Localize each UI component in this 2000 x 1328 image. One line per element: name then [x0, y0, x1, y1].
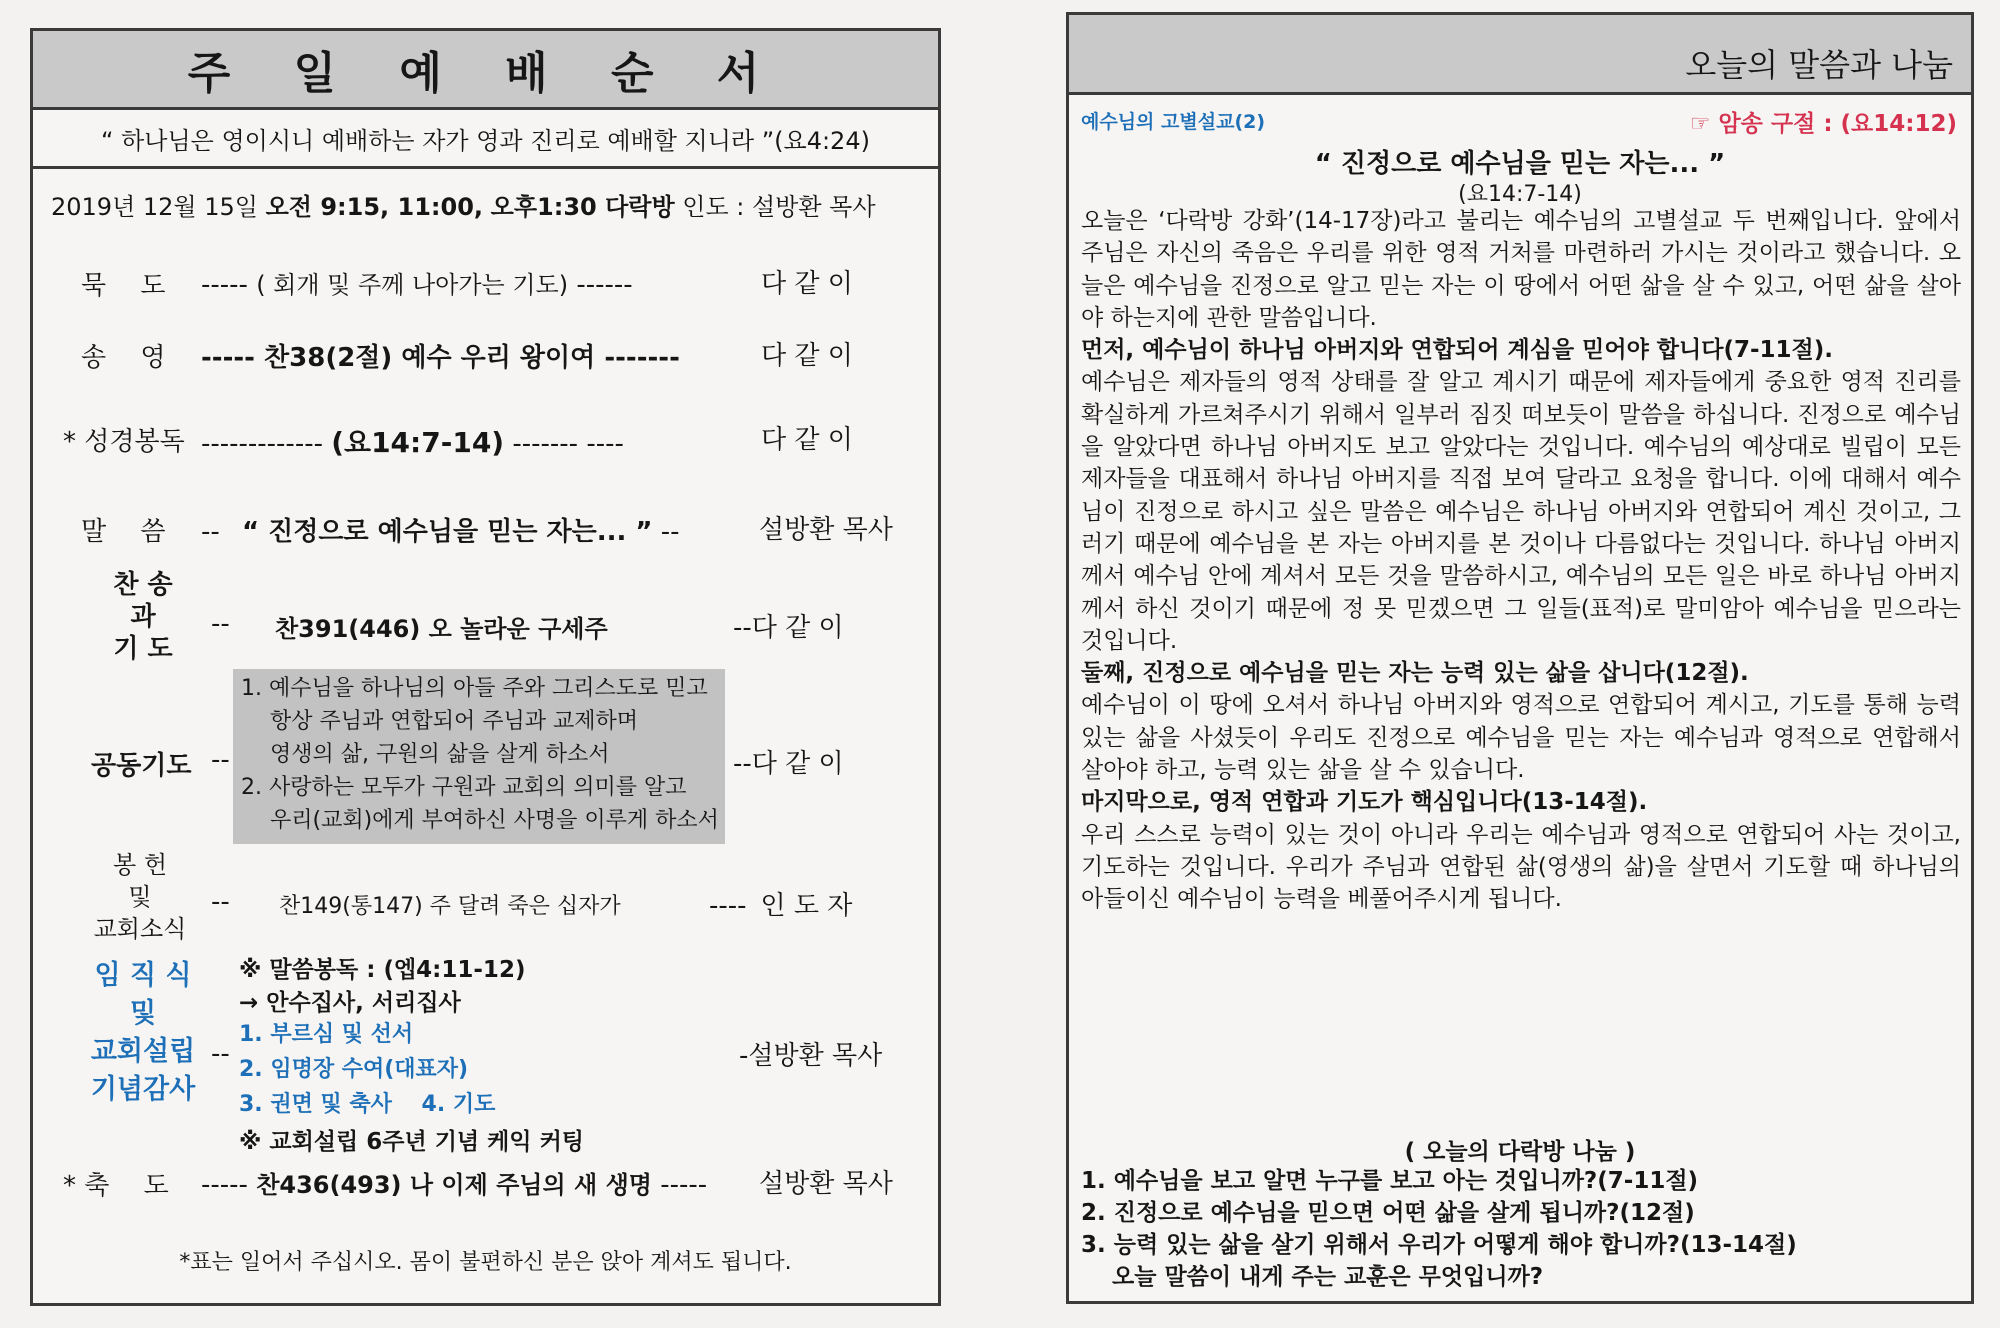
sermon-title: “ 진정으로 예수님을 믿는 자는... ”	[1314, 149, 1726, 179]
sermon-series-label: 예수님의 고별설교(2)	[1081, 111, 1266, 133]
worship-order-panel	[30, 28, 941, 1306]
ordination-step: 1. 부르심 및 선서	[239, 1022, 414, 1047]
service-times: 오전 9:15, 11:00,	[265, 193, 484, 221]
order-by-silent-prayer: 다 같 이	[761, 269, 853, 299]
order-label-silent-prayer: 묵 도	[81, 271, 166, 301]
order-row-benediction: ----- 찬436(493) 나 이제 주님의 새 생명 -----	[201, 1170, 708, 1200]
order-by-offering: ---- 인 도 자	[709, 891, 853, 921]
sermon-paragraph: 예수님이 이 땅에 오셔서 하나님 아버지와 영적으로 연합되어 계시고, 기도를 통해 능력 있는 삶을 사셨듯이 우리도 진정으로 예수님을 믿는 자는 예수님과 영적으로 연합해서 살아야 하고, 능력 있는 삶을 살 수 있습니다.	[1081, 692, 1961, 784]
worship-order-title: 주 일 예 배 순 서	[33, 31, 938, 110]
sermon-panel-title: 오늘의 말씀과 나눔	[1069, 15, 1971, 95]
order-row-scripture: ------------- (요14:7-14) ------- ----	[201, 426, 624, 459]
order-row-hymn-prayer: 찬391(446) 오 놀라운 구세주	[275, 615, 608, 643]
order-dash-common-prayer: --	[211, 745, 230, 775]
memory-verse: ☞ 암송 구절 : (요14:12)	[1689, 111, 1957, 137]
ordination-cake: ※ 교회설립 6주년 기념 케익 커팅	[239, 1129, 585, 1155]
order-by-common-prayer: --다 같 이	[733, 749, 844, 779]
sharing-question: 2. 진정으로 예수님을 믿으면 어떤 삶을 살게 됩니까?(12절)	[1081, 1200, 1695, 1226]
prayer-line: 1. 예수님을 하나님의 아들 주와 그리스도로 믿고	[241, 676, 708, 701]
prayer-line: 항상 주님과 연합되어 주님과 교제하며	[241, 709, 638, 734]
service-afternoon: 오후1:30 다락방	[490, 193, 675, 221]
order-label-doxology: 송 영	[81, 343, 166, 373]
sharing-question: 3. 능력 있는 삶을 살기 위해서 우리가 어떻게 해야 합니까?(13-14절)	[1081, 1232, 1797, 1258]
prayer-line: 2. 사랑하는 모두가 구원과 교회의 의미를 알고	[241, 775, 687, 800]
sermon-point-heading: 둘째, 진정으로 예수님을 믿는 자는 능력 있는 삶을 삽니다(12절).	[1081, 660, 1749, 687]
order-dash-ordination: --	[211, 1039, 230, 1069]
theme-verse: “ 하나님은 영이시니 예배하는 자가 영과 진리로 예배할 지니라 ”(요4:24)	[33, 110, 938, 169]
order-row-offering: 찬149(통147) 주 달려 죽은 십자가	[279, 894, 621, 919]
order-label-hymn-prayer: 찬 송 과 기 도	[113, 570, 173, 664]
order-row-sermon: -- “ 진정으로 예수님을 믿는 자는... ” --	[201, 517, 680, 547]
order-row-doxology: ----- 찬38(2절) 예수 우리 왕이여 -------	[201, 343, 680, 373]
sermon-reference: (요14:7-14)	[1458, 182, 1582, 207]
order-by-scripture: 다 같 이	[761, 425, 853, 455]
sermon-point-heading: 먼저, 예수님이 하나님 아버지와 연합되어 계심을 믿어야 합니다(7-11절).	[1081, 337, 1833, 364]
service-date-line	[51, 187, 876, 222]
sharing-heading: ( 오늘의 다락방 나눔 )	[1404, 1139, 1636, 1165]
order-label-common-prayer: 공동기도	[91, 751, 192, 781]
order-label-scripture: * 성경봉독	[63, 427, 185, 457]
order-label-sermon: 말 씀	[81, 517, 166, 547]
sharing-question: 1. 예수님을 보고 알면 누구를 보고 아는 것입니까?(7-11절)	[1081, 1168, 1699, 1194]
ordination-step: 3. 권면 및 축사 4. 기도	[239, 1092, 496, 1117]
common-prayer-box	[233, 669, 725, 844]
order-row-silent-prayer: ----- ( 회개 및 주께 나아가는 기도) ------	[201, 270, 633, 300]
order-label-offering: 봉 헌 및 교회소식	[93, 851, 187, 943]
order-dash-hymn-prayer: --	[211, 609, 230, 639]
sermon-body	[1081, 205, 1961, 916]
sermon-sharing-panel	[1066, 12, 1974, 1304]
order-label-benediction: * 축 도	[63, 1171, 169, 1201]
order-by-hymn-prayer: --다 같 이	[733, 613, 844, 643]
service-leader: 인도 : 설방환 목사	[682, 193, 876, 221]
sharing-questions	[1081, 1165, 1797, 1293]
sermon-paragraph: 우리 스스로 능력이 있는 것이 아니라 우리는 예수님과 영적으로 연합되어 사는 것이고, 기도하는 것입니다. 우리가 주님과 연합된 삶(영생의 삶)을 살면서 기도할 때 하나님의 아들이신 예수님이 능력을 베풀어주시게 됩니다.	[1081, 821, 1961, 913]
prayer-line: 영생의 삶, 구원의 삶을 살게 하소서	[241, 742, 610, 767]
sermon-paragraph: 오늘은 ‘다락방 강화’(14-17장)라고 불리는 예수님의 고별설교 두 번째입니다. 앞에서 주님은 자신의 죽음은 우리를 위한 영적 거처를 마련하러 가시는 것이라고 했습니다. 오늘은 예수님을 진정으로 알고 믿는 자는 이 땅에서 어떤 삶을 살 수 있고, 어떤 삶을 살아야 하는지에 관한 말씀입니다.	[1081, 208, 1961, 331]
order-by-benediction: 설방환 목사	[759, 1169, 893, 1199]
service-date: 2019년 12월 15일	[51, 193, 258, 221]
sermon-paragraph: 예수님은 제자들의 영적 상태를 잘 알고 계시기 때문에 제자들에게 중요한 영적 진리를 확실하게 가르쳐주시기 위해서 일부러 짐짓 떠보듯이 말씀을 하십니다. 진정으로 예수님을 알았다면 하나님 아버지도 보고 알았다는 것입니다. 예수님의 예상대로 빌립이 모든 제자들을 대표해서 하나님 아버지를 직접 보여 달라고 요청을 합니다. 이에 대해서 예수님이 진정으로 하시고 싶은 말씀은 예수님은 하나님 아버지와 연합되어 계신 것이고, 그러기 때문에 예수님을 본 자는 아버지를 본 것이나 다름없다는 것입니다. 하나님 아버지께서 예수님 안에 계셔서 모든 것을 말씀하시고, 예수님의 모든 일은 바로 하나님 아버지께서 하신 것이기 때문에 정 못 믿겠으면 그 일들(표적)로 말미암아 예수님을 믿으라는 것입니다.	[1081, 369, 1961, 654]
sharing-question: 오늘 말씀이 내게 주는 교훈은 무엇입니까?	[1081, 1264, 1544, 1290]
order-label-ordination: 임 직 식 및 교회설립 기념감사	[90, 960, 196, 1105]
ordination-reading: ※ 말씀봉독 : (엡4:11-12)	[239, 957, 526, 983]
prayer-line: 우리(교회)에게 부여하신 사명을 이루게 하소서	[241, 808, 719, 833]
order-by-ordination: -설방환 목사	[739, 1041, 883, 1071]
ordination-step: 2. 임명장 수여(대표자)	[239, 1057, 469, 1082]
sermon-point-heading: 마지막으로, 영적 연합과 기도가 핵심입니다(13-14절).	[1081, 789, 1648, 816]
standing-footnote: *표는 일어서 주십시오. 몸이 불편하신 분은 앉아 계셔도 됩니다.	[179, 1250, 792, 1275]
ordination-roles: → 안수집사, 서리집사	[239, 990, 461, 1016]
order-by-doxology: 다 같 이	[761, 341, 853, 371]
order-by-sermon: 설방환 목사	[759, 515, 893, 545]
order-dash-offering: --	[211, 887, 230, 917]
